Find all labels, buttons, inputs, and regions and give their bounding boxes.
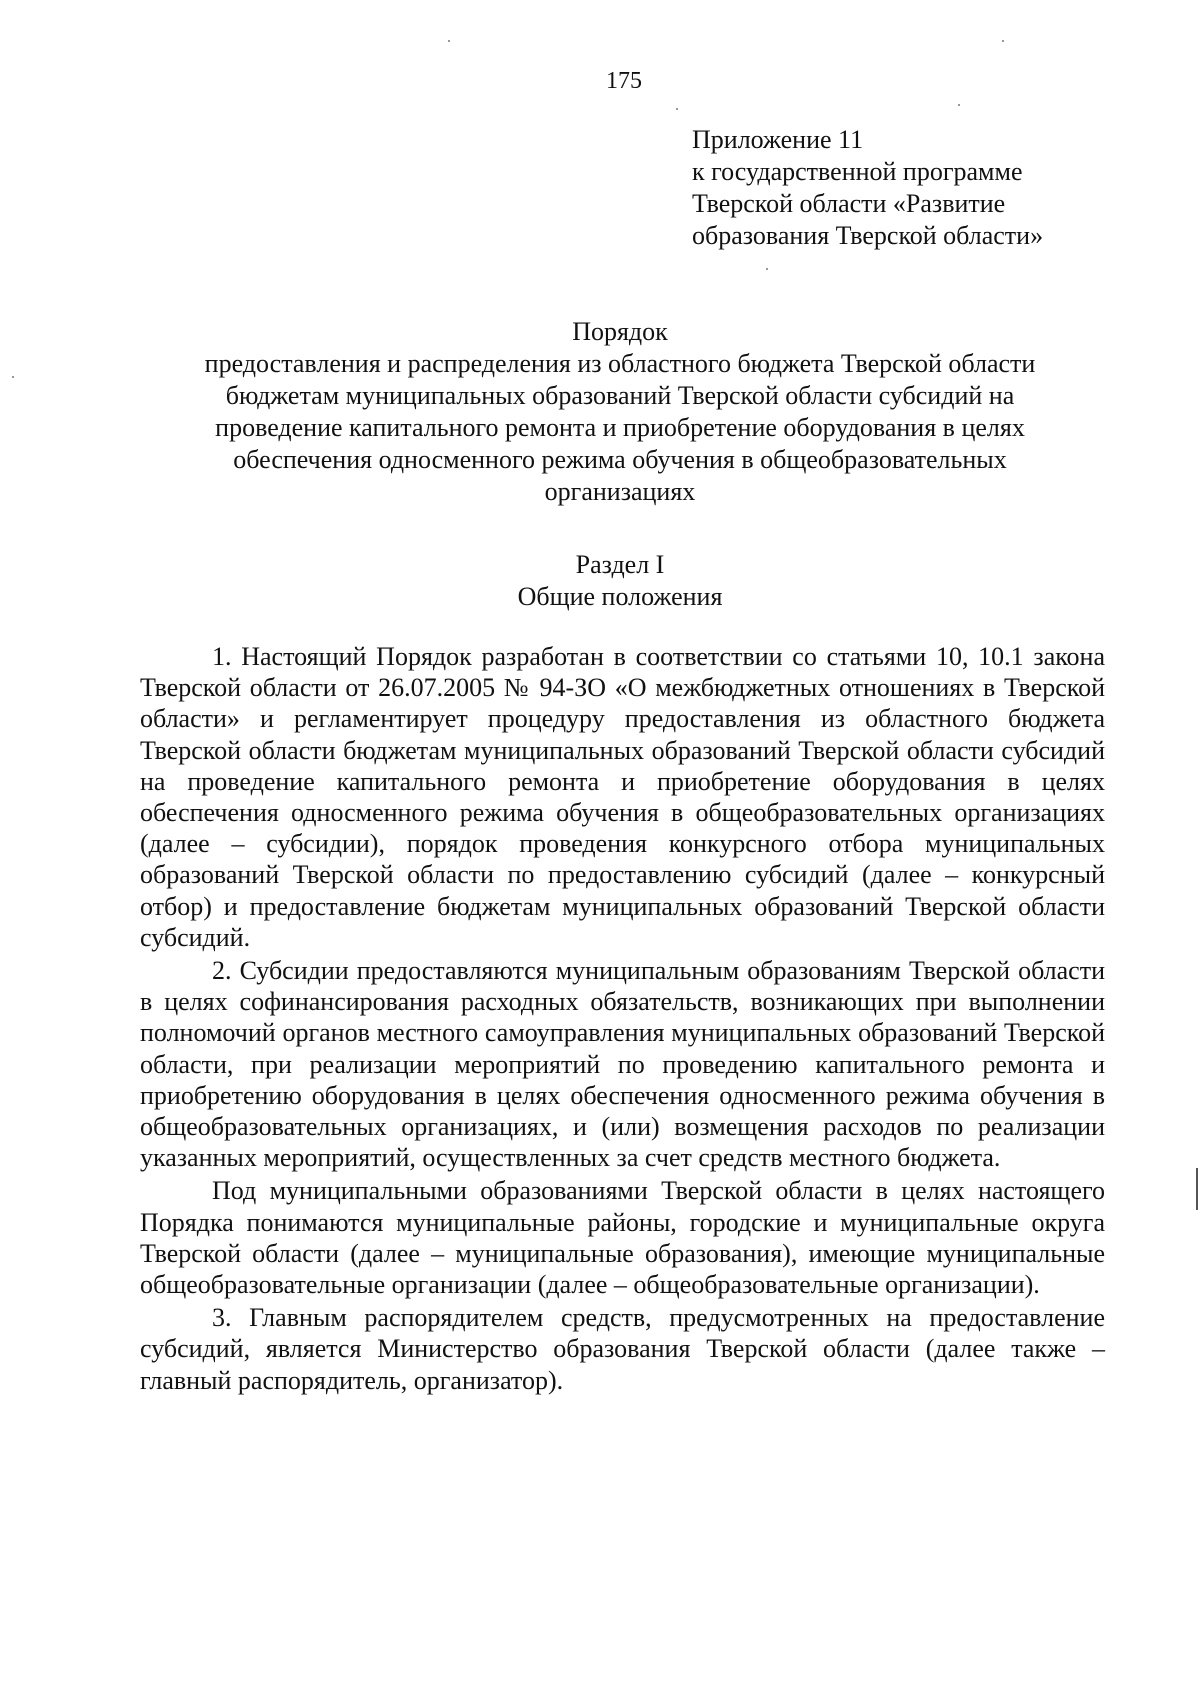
section-name: Общие положения [517, 582, 723, 611]
paragraph-2: 2. Субсидии предоставляются муниципальным образованиям Тверской области в целях софинансирования расходных обязательств, возникающих при выполнении полномочий органов местного самоуправления муниципальных образований Тверской области, при реализации мероприятий по проведению капитального ремонта и приобретению оборудования в целях обеспечения односменного режима обучения в общеобразовательных организациях, и (или) возмещения расходов по реализации указанных мероприятий, осуществленных за счет средств местного бюджета. [140, 956, 1105, 1173]
title-line: предоставления и распределения из областного бюджета Тверской области [204, 349, 1036, 378]
scan-speck [958, 104, 960, 106]
title-line: проведение капитального ремонта и приобретение оборудования в целях [215, 413, 1025, 442]
section-number: Раздел I [575, 550, 665, 579]
title-line: обеспечения односменного режима обучения в общеобразовательных [233, 445, 1007, 474]
paragraph-3: 3. Главным распорядителем средств, предусмотренных на предоставление субсидий, является Министерство образования Тверской области (далее также – главный распорядитель, организатор). [140, 1303, 1105, 1395]
scan-speck [676, 108, 678, 110]
appendix-line: образования Тверской области» [692, 221, 1044, 250]
page-number: 175 [606, 68, 642, 94]
appendix-line: Приложение 11 [692, 125, 864, 154]
scan-margin-mark [1196, 1168, 1198, 1210]
appendix-line: к государственной программе [692, 157, 1023, 186]
appendix-reference [692, 124, 1132, 252]
title-line: бюджетам муниципальных образований Тверской области субсидий на [225, 381, 1015, 410]
paragraph-1: 1. Настоящий Порядок разработан в соответствии со статьями 10, 10.1 закона Тверской области от 26.07.2005 № 94-ЗО «О межбюджетных отношениях в Тверской области» и регламентирует процедуру предоставления из областного бюджета Тверской области бюджетам муниципальных образований Тверской области субсидий на проведение капитального ремонта и приобретение оборудования в целях обеспечения односменного режима обучения в общеобразовательных организациях (далее – субсидии), порядок проведения конкурсного отбора муниципальных образований Тверской области по предоставлению субсидий (далее – конкурсный отбор) и предоставление бюджетам муниципальных образований Тверской области субсидий. [140, 642, 1105, 952]
paragraph-2-definition: Под муниципальными образованиями Тверской области в целях настоящего Порядка понимаются муниципальные районы, городские и муниципальные округа Тверской области (далее – муниципальные образования), имеющие муниципальные общеобразовательные организации (далее – общеобразовательные организации). [140, 1176, 1105, 1300]
title-line: организациях [544, 477, 696, 506]
scan-speck [1002, 40, 1004, 42]
appendix-line: Тверской области «Развитие [692, 189, 1006, 218]
scan-speck [12, 376, 14, 378]
scan-speck [766, 268, 768, 270]
section-heading [140, 549, 1100, 613]
scan-speck [448, 40, 450, 42]
document-title [140, 316, 1100, 508]
title-heading: Порядок [572, 317, 668, 346]
body-text [140, 641, 1105, 1398]
